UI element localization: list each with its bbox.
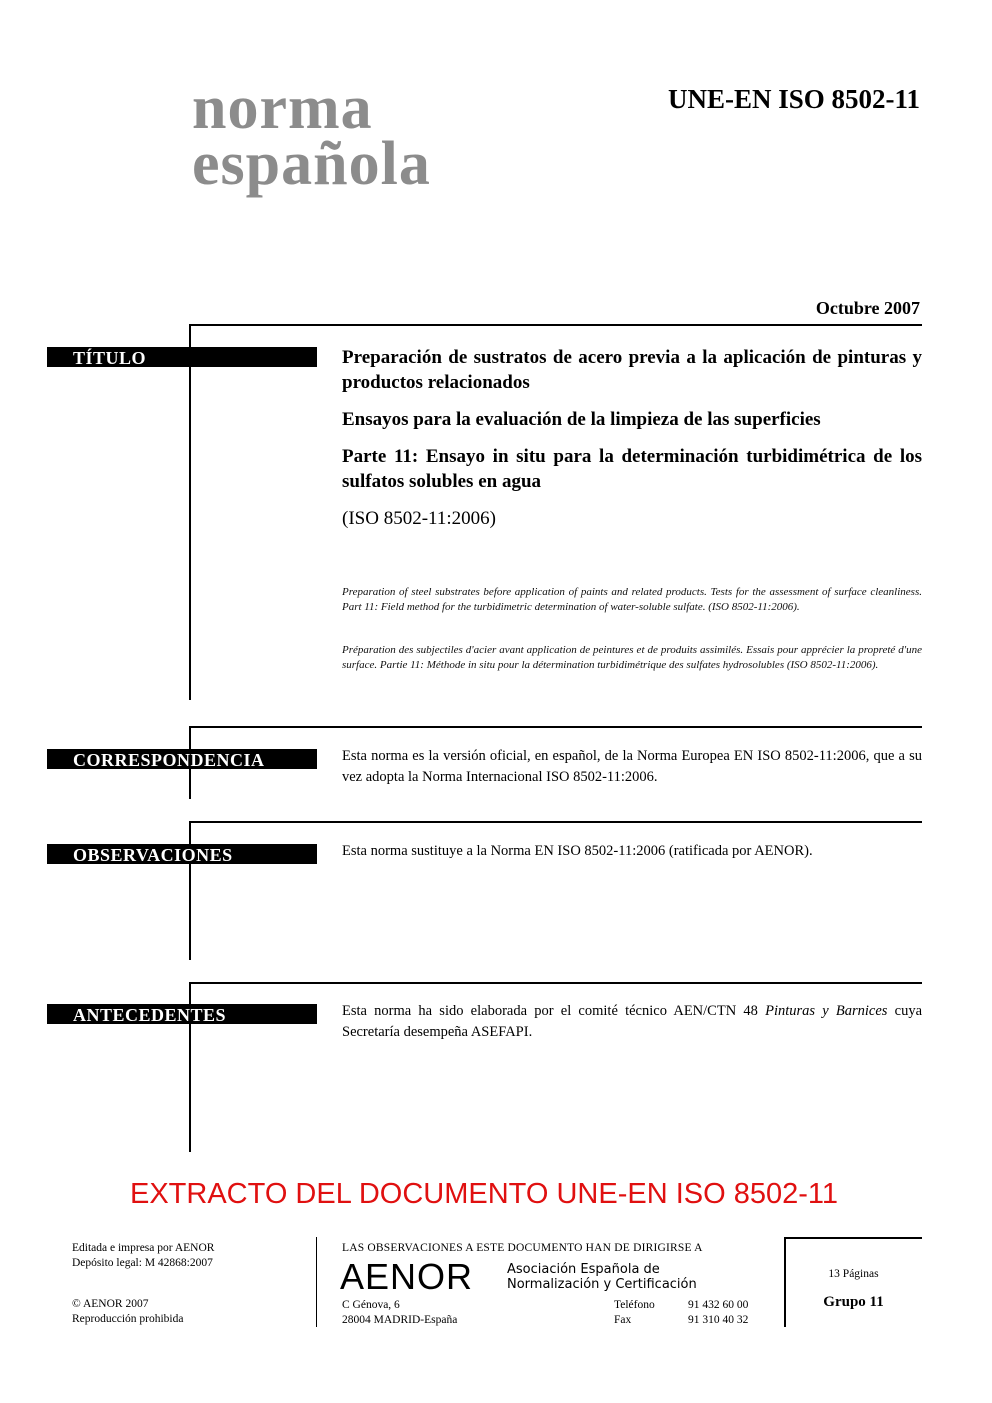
footer-edited: Editada e impresa por AENOR bbox=[72, 1242, 215, 1254]
masthead-line-2: española bbox=[192, 130, 431, 198]
footer-divider-left bbox=[316, 1237, 317, 1327]
title-french: Préparation des subjectiles d'acier avant application de peintures et de produits assimilés. Essais pour apprécier la propreté d'une surface. Partie 11: Méthode in situ pour la détermination turbidimétrique des sulfates hydrosolubles (ISO 8502-11:2006). bbox=[342, 644, 922, 671]
assoc-line-1: Asociación Española de bbox=[507, 1262, 660, 1277]
correspondencia-text: Esta norma es la versión oficial, en español, de la Norma Europea EN ISO 8502-11:2006, que a su vez adopta la Norma Internacional ISO 8502-11:2006. bbox=[342, 748, 922, 785]
footer-box-left bbox=[784, 1237, 786, 1327]
extract-notice: EXTRACTO DEL DOCUMENTO UNE-EN ISO 8502-11 bbox=[130, 1178, 838, 1210]
standard-code: UNE-EN ISO 8502-11 bbox=[667, 84, 920, 114]
footer-reproduction: Reproducción prohibida bbox=[72, 1313, 184, 1325]
label-correspondencia: CORRESPONDENCIA bbox=[47, 749, 317, 769]
vertical-rule-observaciones bbox=[189, 821, 191, 960]
footer-edition bbox=[72, 1241, 214, 1271]
masthead bbox=[192, 74, 431, 198]
observaciones-text: Esta norma sustituye a la Norma EN ISO 8502-11:2006 (ratificada por AENOR). bbox=[342, 843, 813, 859]
footer-observations: LAS OBSERVACIONES A ESTE DOCUMENTO HAN DE DIRIGIRSE A bbox=[342, 1242, 703, 1254]
title-iso: (ISO 8502-11:2006) bbox=[342, 508, 496, 529]
footer-city: 28004 MADRID-España bbox=[342, 1314, 458, 1326]
vertical-rule-titulo bbox=[189, 324, 191, 700]
label-observaciones: OBSERVACIONES bbox=[47, 844, 317, 864]
footer-contact-values bbox=[688, 1298, 748, 1328]
footer-rights bbox=[72, 1297, 183, 1327]
title-english: Preparation of steel substrates before application of paints and related products. Tests for the assessment of surface cleanliness. Part 11: Field method for the turbidimetric determination of water-soluble sulfate. (ISO 8502-11:2006). bbox=[342, 586, 922, 613]
committee-name: Pinturas y Barnices bbox=[765, 1003, 888, 1019]
antecedentes-text bbox=[342, 1001, 922, 1043]
title-block bbox=[342, 345, 922, 531]
title-line-1: Preparación de sustratos de acero previa a la aplicación de pinturas y productos relacionados bbox=[342, 347, 922, 393]
footer-tel: 91 432 60 00 bbox=[688, 1299, 749, 1311]
footer-fax-label: Fax bbox=[614, 1314, 632, 1326]
footer-box-top bbox=[785, 1237, 922, 1239]
footer-contact-labels bbox=[614, 1298, 655, 1328]
divider-titulo bbox=[190, 324, 922, 326]
masthead-line-1: norma bbox=[192, 74, 373, 142]
footer-pages: 13 Páginas bbox=[828, 1268, 879, 1280]
antecedentes-text-start: Esta norma ha sido elaborada por el comité técnico AEN/CTN 48 bbox=[342, 1003, 766, 1019]
publication-date: Octubre 2007 bbox=[815, 298, 920, 318]
footer-deposit: Depósito legal: M 42868:2007 bbox=[72, 1257, 213, 1269]
label-titulo: TÍTULO bbox=[47, 347, 317, 367]
aenor-logo: AENOR bbox=[340, 1256, 474, 1297]
title-line-3: Parte 11: Ensayo in situ para la determinación turbidimétrica de los sulfatos solubles en agua bbox=[342, 446, 922, 492]
assoc-line-2: Normalización y Certificación bbox=[507, 1277, 697, 1292]
title-line-2: Ensayos para la evaluación de la limpieza de las superficies bbox=[342, 409, 821, 430]
footer-copyright: © AENOR 2007 bbox=[72, 1298, 149, 1310]
footer-tel-label: Teléfono bbox=[614, 1299, 655, 1311]
label-antecedentes: ANTECEDENTES bbox=[47, 1004, 317, 1024]
divider-correspondencia bbox=[190, 726, 922, 728]
footer-fax: 91 310 40 32 bbox=[688, 1314, 749, 1326]
footer-group: Grupo 11 bbox=[823, 1294, 884, 1310]
divider-antecedentes bbox=[190, 982, 922, 984]
divider-observaciones bbox=[190, 821, 922, 823]
antecedentes-text-end: cuya Secretaría desempeña ASEFAPI. bbox=[342, 1003, 923, 1040]
footer-address bbox=[342, 1298, 457, 1328]
aenor-association bbox=[507, 1262, 697, 1292]
footer-street: C Génova, 6 bbox=[342, 1299, 400, 1311]
